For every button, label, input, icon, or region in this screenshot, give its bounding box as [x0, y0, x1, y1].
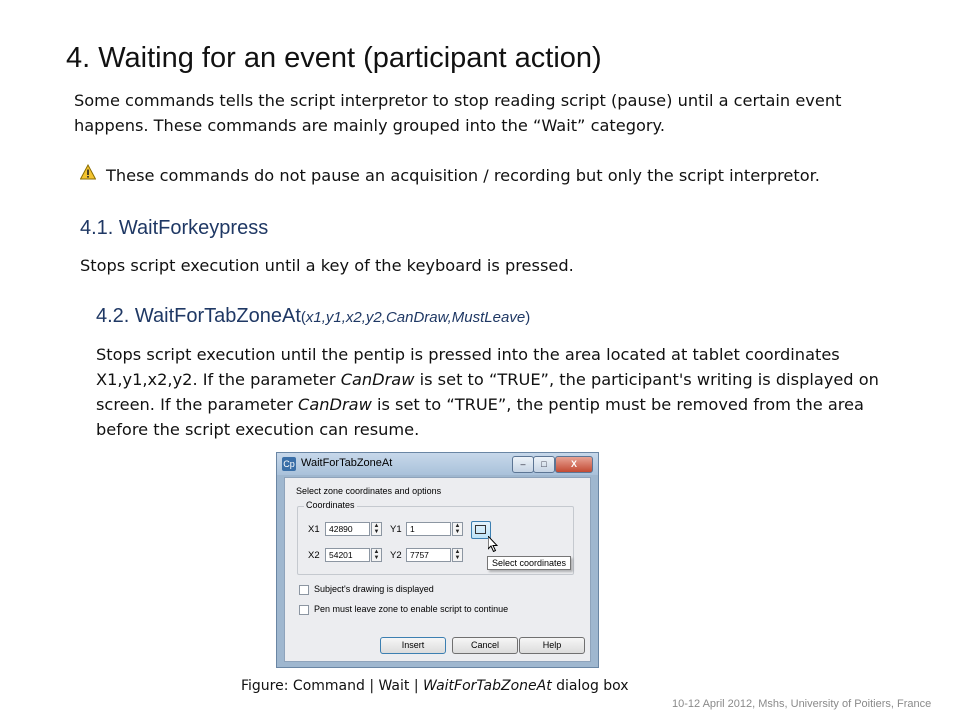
- x2-label: X2: [308, 550, 320, 561]
- body-part-2: is set to “TRUE”, the participant's writing is displayed on screen. If the parameter: [96, 370, 879, 414]
- pen-leave-zone-checkbox[interactable]: [299, 605, 309, 615]
- dialog-titlebar[interactable]: [277, 453, 598, 475]
- insert-button[interactable]: Insert: [380, 637, 446, 654]
- coordinates-group-label: Coordinates: [306, 500, 355, 510]
- section-4-2-heading: [96, 305, 530, 328]
- app-icon: Cp: [283, 459, 295, 469]
- drawing-displayed-label: Subject's drawing is displayed: [314, 584, 434, 594]
- x1-input[interactable]: 42890: [325, 522, 370, 536]
- heading-paren-close: ): [525, 309, 531, 326]
- figure-caption: [241, 678, 629, 694]
- mouse-cursor-icon: [488, 536, 498, 552]
- select-zone-icon: [475, 525, 486, 534]
- y2-input[interactable]: 7757: [406, 548, 451, 562]
- dialog-body: [284, 477, 591, 662]
- body-em-1: CanDraw: [340, 370, 415, 389]
- slide-footer: 10-12 April 2012, Mshs, University of Poitiers, France: [672, 698, 932, 710]
- cancel-button[interactable]: Cancel: [452, 637, 518, 654]
- help-button[interactable]: Help: [519, 637, 585, 654]
- x1-label: X1: [308, 524, 320, 535]
- y2-stepper[interactable]: ▲ ▼: [452, 548, 463, 562]
- caption-em: WaitForTabZoneAt: [423, 678, 552, 694]
- select-coordinates-tooltip: Select coordinates: [487, 556, 571, 570]
- body-part-3: is set to “TRUE”, the pentip must be removed from the area before the script execution can resume.: [96, 395, 864, 439]
- dialog-instruction: Select zone coordinates and options: [296, 486, 442, 496]
- warning-icon: [80, 164, 96, 180]
- body-part-1: Stops script execution until the pentip is pressed into the area located at tablet coordinates X1,y1,x2,y2. If the parameter: [96, 345, 840, 389]
- warning-text: These commands do not pause an acquisition / recording but only the script interpretor.: [106, 166, 820, 185]
- slide-title: 4. Waiting for an event (participant action): [66, 42, 602, 74]
- x2-input[interactable]: 54201: [325, 548, 370, 562]
- drawing-displayed-checkbox[interactable]: [299, 585, 309, 595]
- y1-label: Y1: [390, 524, 402, 535]
- intro-paragraph: Some commands tells the script interpretor to stop reading script (pause) until a certain event happens. These commands are mainly grouped into the “Wait” category.: [74, 91, 842, 135]
- maximize-button[interactable]: □: [533, 456, 555, 473]
- minimize-button[interactable]: –: [512, 456, 534, 473]
- y1-input[interactable]: 1: [406, 522, 451, 536]
- y1-stepper[interactable]: ▲ ▼: [452, 522, 463, 536]
- dialog-title: WaitForTabZoneAt: [301, 457, 393, 469]
- close-button[interactable]: X: [555, 456, 593, 473]
- x1-stepper[interactable]: ▲ ▼: [371, 522, 382, 536]
- body-em-2: CanDraw: [298, 395, 372, 414]
- dialog-window: [276, 452, 599, 668]
- heading-command: 4.2. WaitForTabZoneAt: [96, 305, 301, 327]
- heading-paren-open: (: [300, 309, 306, 326]
- y2-label: Y2: [390, 550, 402, 561]
- caption-prefix: Figure: [241, 678, 284, 694]
- heading-params: x1,y1,x2,y2,CanDraw,MustLeave: [305, 309, 526, 326]
- x2-stepper[interactable]: ▲ ▼: [371, 548, 382, 562]
- section-4-1-heading: 4.1. WaitForkeypress: [80, 217, 269, 239]
- caption-suffix: dialog box: [551, 678, 629, 694]
- pen-leave-zone-label: Pen must leave zone to enable script to continue: [314, 604, 509, 614]
- section-4-2-body: [96, 342, 896, 442]
- caption-rest: : Command | Wait |: [283, 678, 424, 694]
- section-4-1-body: Stops script execution until a key of the keyboard is pressed.: [80, 256, 574, 275]
